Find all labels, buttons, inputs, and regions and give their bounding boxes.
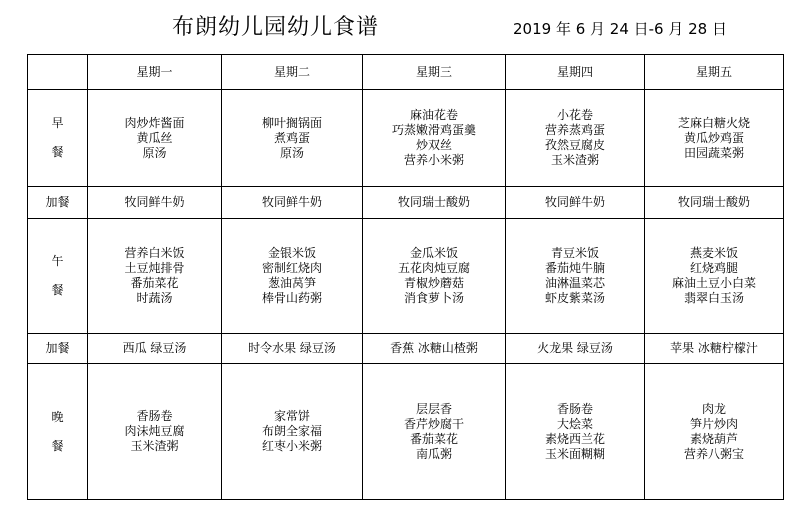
dish-item: 青椒炒蘑菇: [403, 276, 464, 290]
dish-item: 小花卷: [556, 108, 593, 122]
dish-item: 翡翠白玉汤: [683, 291, 744, 305]
dish-item: 时蔬汤: [136, 291, 173, 305]
day-header: 星期三: [363, 55, 506, 90]
meal-label-char: 晚: [51, 409, 64, 424]
dish-item: 芝麻白糖火烧: [677, 115, 750, 130]
dish-item: 红烧鸡腿: [689, 261, 738, 275]
meal-label-char: 餐: [51, 145, 64, 159]
dish-item: 孜然豆腐皮: [544, 138, 605, 152]
dish-item: 巧蒸嫩滑鸡蛋羹: [391, 123, 476, 137]
dish-item: 煮鸡蛋: [273, 130, 310, 145]
meal-label: [28, 219, 88, 334]
dish-item: 田园蔬菜粥: [683, 145, 744, 160]
menu-cell: [645, 334, 784, 364]
day-header: 星期二: [222, 55, 363, 90]
menu-cell: [363, 90, 506, 187]
meal-label: [28, 364, 88, 500]
meal-label-char: 餐: [51, 283, 64, 297]
menu-cell: [506, 334, 645, 364]
dish-item: 牧同鲜牛奶: [124, 195, 185, 209]
dish-item: 营养蒸鸡蛋: [544, 123, 605, 137]
dish-item: 五花肉炖豆腐: [397, 261, 470, 275]
dish-item: 消食萝卜汤: [403, 291, 464, 305]
menu-cell: [506, 219, 645, 334]
dish-item: 麻油花卷: [409, 108, 458, 122]
dish-item: 苹果 冰糖柠檬汁: [670, 341, 758, 355]
meal-label-char: 午: [51, 254, 64, 268]
dish-item: 油淋温菜芯: [544, 276, 605, 290]
dish-item: 笋片炒肉: [689, 416, 738, 431]
menu-cell: [363, 334, 506, 364]
date-range: 2019 年 6 月 24 日-6 月 28 日: [513, 20, 727, 38]
menu-cell: [222, 334, 363, 364]
day-header: 星期四: [506, 55, 645, 90]
dish-item: 番茄菜花: [409, 431, 458, 446]
dinner-row: [28, 364, 784, 500]
dish-item: 肉炒炸酱面: [124, 115, 185, 130]
dish-item: 香芹炒腐干: [403, 416, 464, 431]
dish-item: 原汤: [142, 145, 167, 160]
dish-item: 火龙果 绿豆汤: [537, 341, 613, 355]
dish-item: 土豆炖排骨: [124, 261, 185, 275]
meal-label-char: 早: [51, 116, 64, 130]
menu-cell: [506, 90, 645, 187]
menu-table: [27, 54, 784, 500]
dish-item: 营养白米饭: [124, 246, 185, 260]
dish-item: 牧同鲜牛奶: [544, 195, 605, 209]
menu-cell: [222, 187, 363, 219]
menu-cell: [645, 90, 784, 187]
dish-item: 层层香: [415, 401, 452, 416]
page-title: 布朗幼儿园幼儿食谱: [172, 15, 380, 40]
dish-item: 大烩菜: [556, 416, 593, 431]
menu-cell: [88, 334, 222, 364]
dish-item: 时令水果 绿豆汤: [248, 341, 336, 355]
dish-item: 香肠卷: [556, 401, 593, 416]
dish-item: 营养小米粥: [403, 153, 464, 167]
dish-item: 燕麦米饭: [689, 246, 738, 260]
menu-cell: [222, 90, 363, 187]
menu-cell: [88, 90, 222, 187]
dish-item: 棒骨山药粥: [261, 291, 322, 305]
menu-cell: [506, 364, 645, 500]
snack-row-afternoon: [28, 334, 784, 364]
dish-item: 玉米面糊糊: [544, 446, 605, 461]
menu-cell: [645, 219, 784, 334]
dish-item: 家常饼: [273, 409, 310, 423]
dish-item: 西瓜 绿豆汤: [122, 341, 187, 355]
dish-item: 玉米渣粥: [550, 153, 599, 167]
menu-cell: [363, 187, 506, 219]
meal-label-char: 餐: [51, 438, 64, 453]
dish-item: 肉沫炖豆腐: [124, 424, 185, 438]
day-header: 星期一: [88, 55, 222, 90]
dish-item: 柳叶搁锅面: [261, 115, 322, 130]
dish-item: 牧同瑞士酸奶: [677, 195, 750, 209]
dish-item: 金银米饭: [267, 246, 316, 260]
dish-item: 素烧葫芦: [689, 431, 738, 446]
dish-item: 密制红烧肉: [261, 261, 322, 275]
dish-item: 金瓜米饭: [409, 246, 458, 260]
menu-cell: [645, 187, 784, 219]
dish-item: 原汤: [279, 145, 304, 160]
dish-item: 葱油莴笋: [267, 276, 316, 290]
dish-item: 番茄菜花: [130, 276, 179, 290]
menu-cell: [222, 364, 363, 500]
dish-item: 黄瓜炒鸡蛋: [683, 130, 744, 145]
day-header: 星期五: [645, 55, 784, 90]
dish-item: 牧同鲜牛奶: [261, 195, 322, 209]
meal-label: 加餐: [28, 334, 88, 364]
dish-item: 黄瓜丝: [136, 130, 173, 145]
dish-item: 牧同瑞士酸奶: [397, 195, 470, 209]
dish-item: 炒双丝: [415, 138, 452, 152]
meal-label: 加餐: [28, 187, 88, 219]
dish-item: 南瓜粥: [415, 446, 452, 461]
menu-cell: [363, 219, 506, 334]
menu-cell: [363, 364, 506, 500]
meal-label: [28, 90, 88, 187]
dish-item: 素烧西兰花: [544, 431, 605, 446]
breakfast-row: [28, 90, 784, 187]
dish-item: 布朗全家福: [261, 424, 322, 438]
dish-item: 虾皮紫菜汤: [544, 291, 605, 305]
dish-item: 营养八粥宝: [683, 446, 744, 461]
dish-item: 玉米渣粥: [130, 439, 179, 453]
dish-item: 麻油土豆小白菜: [671, 276, 756, 290]
dish-item: 香肠卷: [136, 409, 173, 423]
menu-cell: [645, 364, 784, 500]
menu-cell: [506, 187, 645, 219]
lunch-row: [28, 219, 784, 334]
dish-item: 香蕉 冰糖山楂粥: [390, 341, 478, 355]
corner-cell: [28, 55, 88, 90]
menu-cell: [88, 364, 222, 500]
dish-item: 红枣小米粥: [261, 439, 322, 453]
dish-item: 青豆米饭: [550, 246, 599, 260]
dish-item: 番茄炖牛腩: [544, 261, 605, 275]
dish-item: 肉龙: [701, 401, 726, 416]
menu-cell: [88, 219, 222, 334]
table-header-row: [28, 55, 784, 90]
snack-row-morning: [28, 187, 784, 219]
menu-cell: [222, 219, 363, 334]
menu-cell: [88, 187, 222, 219]
